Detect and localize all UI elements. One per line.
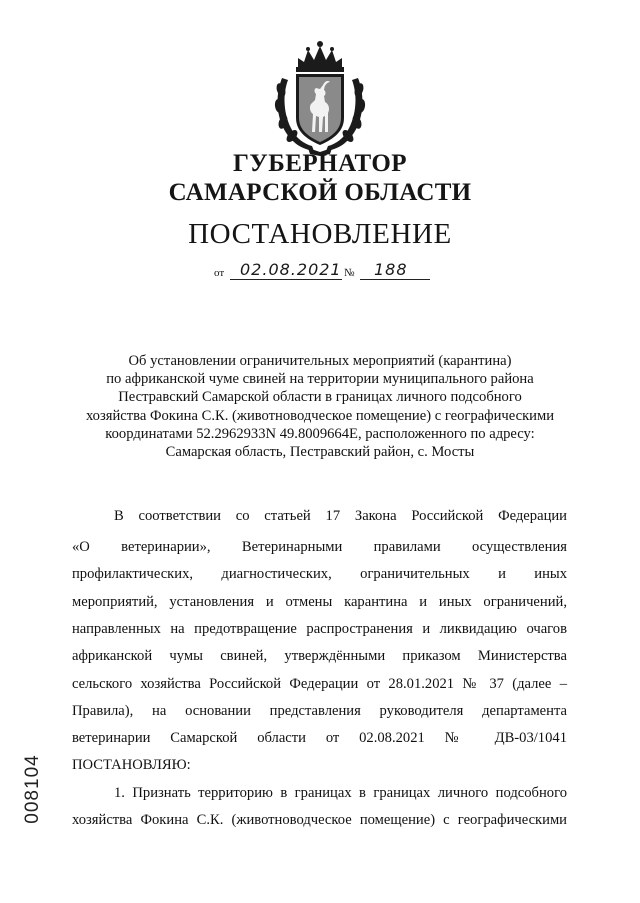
body-line: «О ветеринарии», Ветеринарными правилами осуществления: [72, 539, 567, 555]
body-line: В соответствии со статьей 17 Закона Российской Федерации: [114, 508, 567, 524]
body-line: Правила), на основании представления руководителя департамента: [72, 703, 567, 719]
subject-line: Пестравский Самарской области в границах личного подсобного: [118, 389, 522, 406]
body-line: ветеринарии Самарской области от 02.08.2021 № ДВ-03/1041: [72, 730, 567, 746]
document-type: ПОСТАНОВЛЕНИЕ: [188, 218, 452, 250]
number-underline: [360, 279, 430, 280]
resolution-keyword: ПОСТАНОВЛЯЮ:: [72, 757, 191, 773]
date-underline: [230, 279, 342, 280]
subject-line: Самарская область, Пестравский район, с. Мосты: [165, 444, 475, 461]
body-line: хозяйства Фокина С.К. (животноводческое помещение) с географическими: [72, 812, 567, 828]
body-line: профилактических, диагностических, ограничительных и иных: [72, 566, 567, 582]
handwritten-number: 188: [374, 260, 408, 279]
subject-line: по африканской чуме свиней на территории муниципального района: [106, 371, 534, 388]
authority-title-line2: САМАРСКОЙ ОБЛАСТИ: [168, 179, 472, 206]
subject-line: Об установлении ограничительных мероприятий (карантина): [128, 353, 512, 369]
subject-line: хозяйства Фокина С.К. (животноводческое помещение) с географическими: [85, 407, 555, 424]
body-line: сельского хозяйства Российской Федерации от 28.01.2021 № 37 (далее –: [72, 676, 567, 692]
document-subject: [60, 352, 580, 461]
side-number-text: 008104: [22, 754, 43, 824]
body-line: направленных на предотвращение распространения и ликвидацию очагов: [72, 621, 567, 637]
handwritten-date: 02.08.2021: [240, 260, 342, 279]
date-from-label: от: [214, 267, 225, 279]
date-number-line: [214, 262, 444, 282]
authority-title-line1: ГУБЕРНАТОР: [232, 150, 408, 177]
number-label: №: [344, 267, 355, 279]
side-registration-number: [20, 748, 46, 830]
body-line: африканской чумы свиней, утверждёнными приказом Министерства: [72, 648, 567, 664]
subject-line: координатами 52.2962933N 49.8009664E, расположенного по адресу:: [105, 425, 535, 442]
coat-of-arms-emblem: [268, 38, 372, 156]
body-line: мероприятий, установления и отмены карантина и иных ограничений,: [72, 594, 567, 610]
body-line: 1. Признать территорию в границах в границах личного подсобного: [114, 785, 567, 801]
